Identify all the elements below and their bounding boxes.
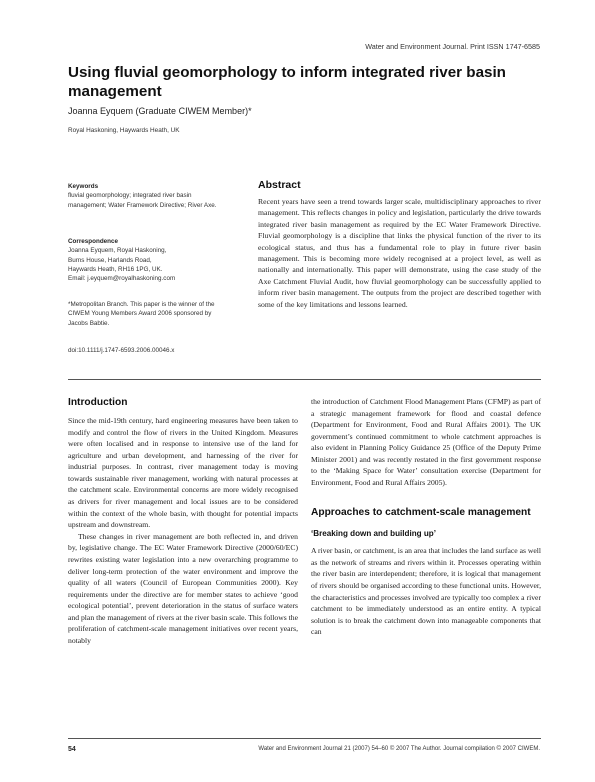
right-column — [311, 396, 541, 638]
abstract-text: Recent years have seen a trend towards larger scale, multidisciplinary approaches to river management. This reflects changes in policy and legislation, particularly the drive towards integrated river basin management as required by the EC Water Framework Directive. Fluvial geomorphology is a discipline that links the physical function of the river to its ecological status, and thus has a fundamental role to play in future river basin management. This is becoming more widely recognised at a project level, as well as nationally and internationally. This paper will demonstrate, using the case study of the Axe Catchment Fluvial Audit, how fluvial geomorphology can be successfully applied to inform river basin management. The outputs from the project are described together with some of the key limitations and lessons learned. — [258, 197, 541, 309]
journal-header: Water and Environment Journal. Print ISSN 1747-6585 — [365, 42, 540, 51]
abstract-heading: Abstract — [258, 179, 301, 191]
footer-citation: Water and Environment Journal 21 (2007) 54–60 © 2007 The Author. Journal compilation © 2007 CIWEM. — [258, 746, 540, 752]
keywords-block — [68, 182, 218, 210]
correspondence-line: Joanna Eyquem, Royal Haskoning, — [68, 247, 167, 255]
award-note: *Metropolitan Branch. This paper is the winner of the CIWEM Young Members Award 2006 sponsored by Jacobs Babtie. — [68, 301, 215, 327]
left-column — [68, 396, 298, 647]
paragraph: the introduction of Catchment Flood Management Plans (CFMP) as part of a strategic management framework for flood and coastal defence (Department for Environment, Food and Rural Affairs 2001). The UK government’s continued commitment to whole catchment approaches is also evident in Planning Policy Guidance 25 (Office of the Deputy Prime Minister 2001) and was recently restated in the first government response to the ‘Making Space for Water’ consultation exercise (Department for Environment, Food and Rural Affairs 2005). — [311, 397, 541, 488]
affiliation: Royal Haskoning, Haywards Heath, UK — [68, 127, 180, 134]
paragraph: A river basin, or catchment, is an area that includes the land surface as well as the network of streams and rivers within it. Processes operating within the river basin are interdependent; therefore, it is logical that management of rivers should be organised according to these functional units. However, the characteristics and processes involved are typically too complex a river catchment to be immediately understood as an entire entity. A typical solution is to break the catchment down into manageable components that can — [311, 546, 541, 637]
correspondence-line: Burns House, Harlands Road, — [68, 256, 152, 264]
keywords-text: fluvial geomorphology; integrated river basin management; Water Framework Directive; River Axe. — [68, 192, 217, 209]
paragraph: Since the mid-19th century, hard engineering measures have been taken to modify and control the flow of rivers in the United Kingdom. Measures were often localised and in response to intensive use of the land for agriculture and urban development, and harnessing of the river for industrial purposes. In contrast, river management today is moving towards sustainable river management, working with natural processes at the catchment scale. Environmental concerns are more widely recognised as drivers for river management and local issues are to be considered within the context of the whole basin, with thought for potential impacts upstream and downstream. — [68, 416, 298, 530]
doi[interactable]: doi:10.1111/j.1747-6593.2006.00046.x — [68, 347, 175, 354]
footer-divider — [68, 738, 541, 739]
correspondence-label: Correspondence — [68, 238, 119, 245]
correspondence-line: Haywards Heath, RH16 1PG, UK. — [68, 265, 163, 273]
correspondence-block — [68, 237, 218, 283]
section-divider — [68, 379, 541, 380]
introduction-heading: Introduction — [68, 397, 128, 408]
author-line: Joanna Eyquem (Graduate CIWEM Member)* — [68, 106, 252, 116]
article-title: Using fluvial geomorphology to inform integrated river basin management — [68, 64, 506, 100]
paragraph: These changes in river management are both reflected in, and driven by, legislative change. The EC Water Framework Directive (2000/60/EC) rewrites existing water legislation into a new overarching programme to deliver long-term protection of the water environment and improve the quality of all waters (Council of European Communities 2000). Key requirements under the directive are for member states to achieve ‘good ecological potential’, prevent deterioration in the status of surface waters and plan the management of rivers at the river basin scale. This follows the proliferation of catchment-scale management initiatives over recent years, notably — [68, 531, 298, 645]
keywords-label: Keywords — [68, 183, 99, 190]
page-number: 54 — [68, 746, 76, 753]
correspondence-email[interactable]: Email: j.eyquem@royalhaskoning.com — [68, 275, 176, 283]
subheading: ‘Breaking down and building up’ — [311, 528, 436, 538]
approaches-heading: Approaches to catchment-scale management — [311, 506, 531, 518]
